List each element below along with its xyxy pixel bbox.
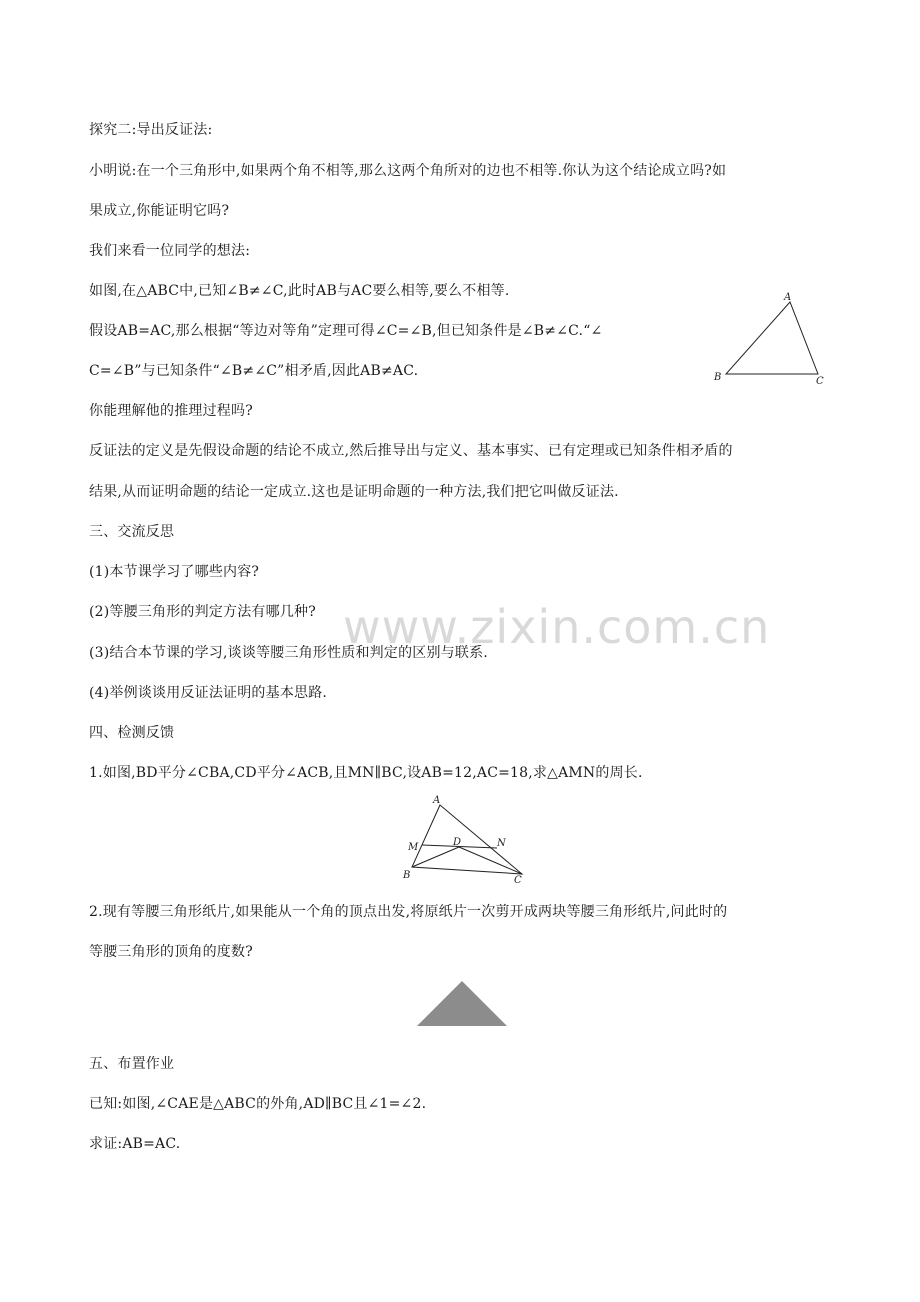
label-b: B <box>714 372 722 383</box>
question-1: 1.如图,BD平分∠CBA,CD平分∠ACB,且MN∥BC,设AB=12,AC=18,求△AMN的周长. <box>89 765 643 781</box>
label-c: C <box>514 875 522 885</box>
paragraph-line: 小明说:在一个三角形中,如果两个角不相等,那么这两个角所对的边也不相等.你认为这个结论成立吗?如 <box>89 163 727 179</box>
paragraph-line: 假设AB=AC,那么根据“等边对等角”定理可得∠C=∠B,但已知条件是∠B≠∠C.“∠ <box>89 323 603 339</box>
section-heading-feedback: 四、检测反馈 <box>89 725 175 741</box>
paragraph-line: 我们来看一位同学的想法: <box>89 243 251 259</box>
label-c: C <box>816 376 824 387</box>
triangle-mn-figure <box>396 790 536 885</box>
paragraph-line: 如图,在△ABC中,已知∠B≠∠C,此时AB与AC要么相等,要么不相等. <box>89 283 510 299</box>
triangle-abc-figure <box>710 288 840 388</box>
segment-cd <box>459 847 522 874</box>
paragraph-line: 反证法的定义是先假设命题的结论不成立,然后推导出与定义、基本事实、已有定理或已知条件相矛盾的 <box>89 443 733 459</box>
question-2-cont: 等腰三角形的顶角的度数? <box>89 944 253 960</box>
label-a: A <box>784 292 792 303</box>
list-item: (1)本节课学习了哪些内容? <box>89 564 260 580</box>
paragraph-line: 结果,从而证明命题的结论一定成立.这也是证明命题的一种方法,我们把它叫做反证法. <box>89 484 619 500</box>
paragraph-line: 果成立,你能证明它吗? <box>89 203 230 219</box>
question-2: 2.现有等腰三角形纸片,如果能从一个角的顶点出发,将原纸片一次剪开成两块等腰三角形纸片,问此时的 <box>89 904 728 920</box>
section-heading-explore-2: 探究二:导出反证法: <box>89 122 213 138</box>
section-heading-reflection: 三、交流反思 <box>89 524 175 540</box>
segment-bd <box>412 847 459 867</box>
triangle-abc <box>726 302 818 374</box>
label-b: B <box>403 870 411 881</box>
label-a: A <box>433 795 441 806</box>
paragraph-line: 你能理解他的推理过程吗? <box>89 403 253 419</box>
label-d: D <box>453 837 462 848</box>
isosceles-triangle-paper <box>417 981 507 1026</box>
list-item: (4)举例谈谈用反证法证明的基本思路. <box>89 685 328 701</box>
watermark: www.zixin.com.cn <box>343 600 771 654</box>
section-heading-homework: 五、布置作业 <box>89 1056 175 1072</box>
label-n: N <box>497 838 506 849</box>
list-item: (3)结合本节课的学习,谈谈等腰三角形性质和判定的区别与联系. <box>89 645 488 661</box>
homework-given: 已知:如图,∠CAE是△ABC的外角,AD∥BC且∠1=∠2. <box>89 1096 427 1112</box>
list-item: (2)等腰三角形的判定方法有哪几种? <box>89 604 316 620</box>
paragraph-line: C=∠B”与已知条件“∠B≠∠C”相矛盾,因此AB≠AC. <box>89 363 419 379</box>
homework-prove: 求证:AB=AC. <box>89 1136 181 1152</box>
gray-triangle-figure <box>416 979 508 1027</box>
label-m: M <box>408 842 419 853</box>
